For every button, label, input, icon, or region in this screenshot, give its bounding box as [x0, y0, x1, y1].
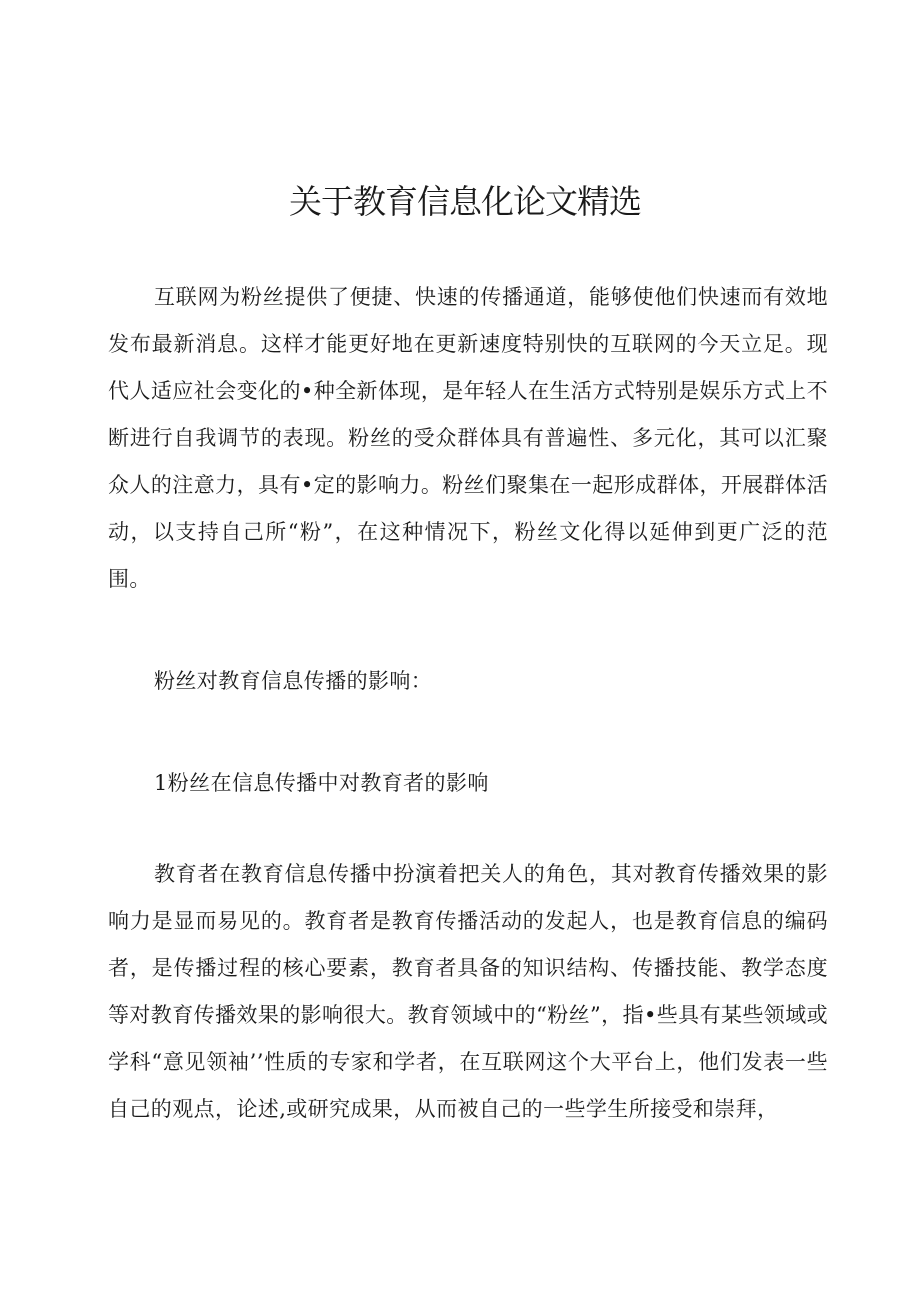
subsection-heading-educators: 1粉丝在信息传播中对教育者的影响 — [154, 771, 489, 795]
section-heading-fans-influence: 粉丝对教育信息传播的影响： — [154, 669, 433, 693]
document-title: 关于教育信息化论文精选 — [289, 182, 641, 221]
body-paragraph-educators: 教育者在教育信息传播中扮演着把关人的角色，其对教育传播效果的影响力是显而易见的。教育者是教育传播活动的发起人，也是教育信息的编码者，是传播过程的核心要素，教育者具备的知识结构、传播技能、教学态度等对教育传播效果的影响很大。教育领域中的“粉丝”，指•些具有某些领域或学科“意见领袖’’性质的专家和学者，在互联网这个大平台上，他们发表一些自己的观点，论述,或研究成果，从而被自己的一些学生所接受和崇拜， — [108, 862, 828, 1121]
body-paragraph-fans-internet: 互联网为粉丝提供了便捷、快速的传播通道，能够使他们快速而有效地发布最新消息。这样才能更好地在更新速度特别快的互联网的今天立足。现代人适应社会变化的•种全新体现，是年轻人在生活方式特别是娱乐方式上不断进行自我调节的表现。粉丝的受众群体具有普遍性、多元化，其可以汇聚众人的注意力，具有•定的影响力。粉丝们聚集在一起形成群体，开展群体活动，以支持自己所“粉”，在这种情况下，粉丝文化得以延伸到更广泛的范围。 — [108, 285, 828, 591]
